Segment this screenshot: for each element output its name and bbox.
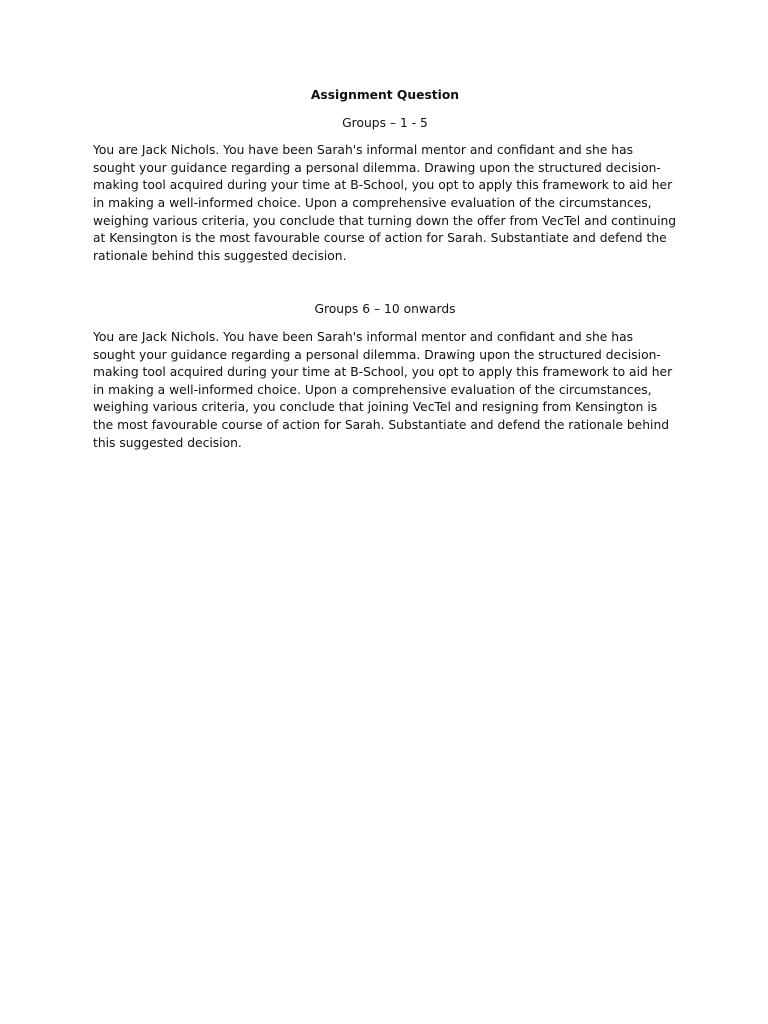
document-title: Assignment Question bbox=[310, 88, 460, 102]
document-body bbox=[93, 87, 677, 452]
section-heading-groups-1-5: Groups – 1 - 5 bbox=[342, 115, 428, 130]
section-heading-groups-6-10: Groups 6 – 10 onwards bbox=[314, 302, 456, 317]
section-spacer bbox=[93, 265, 677, 301]
section-text-groups-6-10: You are Jack Nichols. You have been Sarah's informal mentor and confidant and she has sought your guidance regarding a personal dilemma. Drawing upon the structured decision-making tool acquired during your time at B-School, you opt to apply this framework to aid her in making a well-informed choice. Upon a comprehensive evaluation of the circumstances, weighing various criteria, you conclude that joining VecTel and resigning from Kensington is the most favourable course of action for Sarah. Substantiate and defend the rationale behind this suggested decision. bbox=[93, 329, 673, 450]
section-text-groups-1-5: You are Jack Nichols. You have been Sarah's informal mentor and confidant and she has sought your guidance regarding a personal dilemma. Drawing upon the structured decision-making tool acquired during your time at B-School, you opt to apply this framework to aid her in making a well-informed choice. Upon a comprehensive evaluation of the circumstances, weighing various criteria, you conclude that turning down the offer from VecTel and continuing at Kensington is the most favourable course of action for Sarah. Substantiate and defend the rationale behind this suggested decision. bbox=[93, 143, 677, 263]
